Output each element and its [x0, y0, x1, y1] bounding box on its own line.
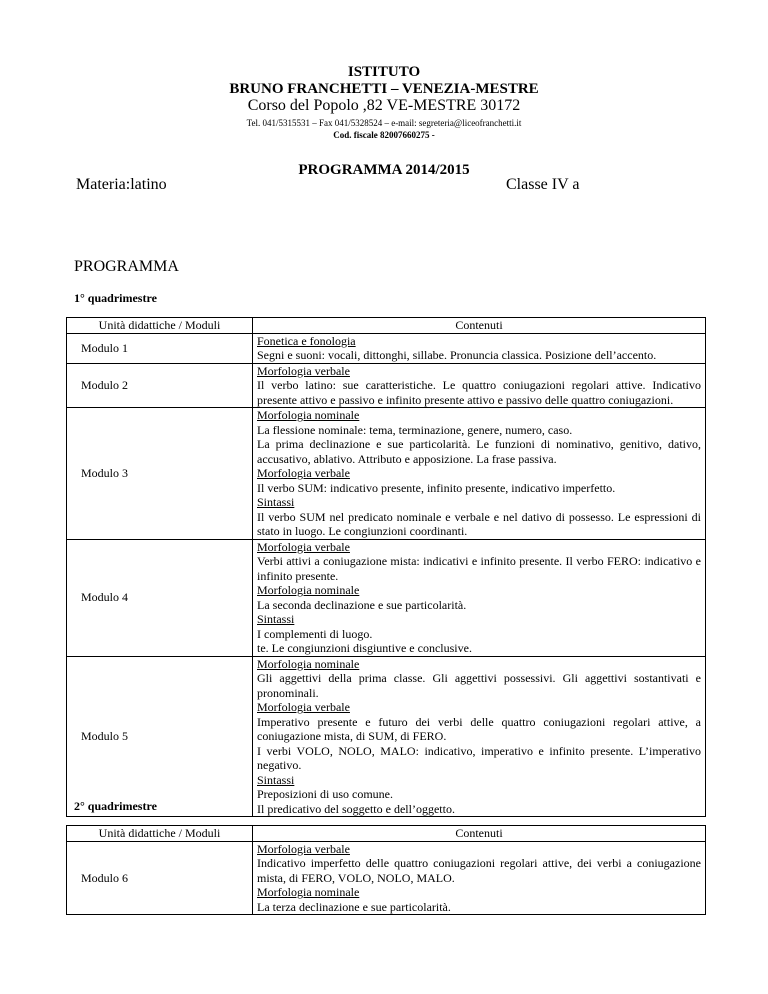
topic-text: Segni e suoni: vocali, dittonghi, sillabe. Pronuncia classica. Posizione dell’accento.	[257, 348, 657, 362]
topic-text: Gli aggettivi della prima classe. Gli aggettivi possessivi. Gli aggettivi sostantivati e pronominali.	[257, 671, 701, 700]
table-header-row	[67, 826, 706, 842]
module-name: Modulo 4	[67, 539, 253, 656]
topic-heading: Sintassi	[257, 612, 295, 626]
topic-heading: Morfologia nominale	[257, 583, 360, 597]
module-row	[67, 841, 706, 915]
contents-column-header: Contenuti	[253, 318, 706, 334]
units-column-header: Unità didattiche / Moduli	[67, 318, 253, 334]
subject-label: Materia:latino	[76, 176, 167, 193]
topic-text: La terza declinazione e sue particolarità.	[257, 899, 451, 914]
contents-column-header: Contenuti	[253, 826, 706, 842]
school-address: Corso del Popolo ,82 VE-MESTRE 30172	[247, 97, 521, 114]
topic-heading: Morfologia verbale	[257, 841, 350, 856]
module-name: Modulo 1	[67, 333, 253, 363]
topic-text: Verbi attivi a coniugazione mista: indicativi e infinito presente. Il verbo FERO: indicativo e infinito presente.	[257, 554, 701, 583]
class-label: Classe IV a	[506, 176, 580, 193]
module-name: Modulo 5	[67, 656, 253, 817]
topic-text: Preposizioni di uso comune.	[257, 787, 393, 801]
module-name: Modulo 2	[67, 363, 253, 408]
module-contents	[253, 841, 706, 915]
module-name: Modulo 6	[67, 841, 253, 915]
module-row	[67, 408, 706, 540]
topic-text: I complementi di luogo.	[257, 626, 373, 641]
topic-text: Il predicativo del soggetto e dell’oggetto.	[257, 801, 455, 816]
topic-text: La flessione nominale: tema, terminazione, genere, numero, caso.	[257, 422, 573, 437]
quadrimestre-2-title: 2° quadrimestre	[74, 799, 157, 813]
module-contents	[253, 408, 706, 540]
topic-text: Il verbo latino: sue caratteristiche. Le quattro coniugazioni regolari attive. Indicativo presente attivo e passivo e infinito presente attivo e passivo delle quattro coniugazioni.	[257, 378, 701, 407]
topic-heading: Morfologia verbale	[257, 539, 350, 554]
topic-heading: Morfologia verbale	[257, 700, 350, 714]
topic-text: Il verbo SUM: indicativo presente, infinito presente, indicativo imperfetto.	[257, 480, 616, 495]
table-header-row	[67, 318, 706, 334]
program-table-q2	[66, 825, 706, 915]
module-name: Modulo 3	[67, 408, 253, 540]
topic-text: Il verbo SUM nel predicato nominale e verbale e nel dativo di possesso. Le espressioni di stato in luogo. Le congiunzioni coordinanti.	[257, 509, 701, 538]
module-row	[67, 333, 706, 363]
module-contents	[253, 539, 706, 656]
topic-heading: Morfologia verbale	[257, 466, 350, 480]
school-type: ISTITUTO	[347, 64, 421, 80]
module-row	[67, 363, 706, 408]
topic-heading: Morfologia nominale	[257, 408, 360, 422]
quadrimestre-1-title: 1° quadrimestre	[74, 291, 157, 305]
module-row	[67, 539, 706, 656]
module-row	[67, 656, 706, 817]
topic-text: La prima declinazione e sue particolarità. Le funzioni di nominativo, genitivo, dativo, accusativo, ablativo. Attributo e apposizione. La frase passiva.	[257, 437, 701, 466]
topic-text: te. Le congiunzioni disgiuntive e conclusive.	[257, 641, 472, 655]
topic-heading: Morfologia nominale	[257, 885, 360, 899]
topic-heading: Sintassi	[257, 495, 295, 509]
topic-text: La seconda declinazione e sue particolarità.	[257, 597, 467, 612]
module-contents	[253, 656, 706, 817]
topic-heading: Fonetica e fonologia	[257, 333, 356, 348]
topic-text: Imperativo presente e futuro dei verbi delle quattro coniugazioni regolari attive, a coniugazione mista, di SUM, di FERO.	[257, 714, 701, 743]
fiscal-code: Cod. fiscale 82007660275 -	[333, 130, 435, 140]
school-contacts: Tel. 041/5315531 – Fax 041/5328524 – e-mail: segreteria@liceofranchetti.it	[246, 118, 522, 128]
school-name: BRUNO FRANCHETTI – VENEZIA-MESTRE	[229, 81, 539, 97]
units-column-header: Unità didattiche / Moduli	[67, 826, 253, 842]
topic-text: Indicativo imperfetto delle quattro coniugazioni regolari attive, dei verbi a coniugazione mista, di FERO, VOLO, NOLO, MALO.	[257, 856, 701, 885]
topic-heading: Sintassi	[257, 772, 295, 787]
program-title: PROGRAMMA 2014/2015	[298, 162, 470, 178]
module-contents	[253, 333, 706, 363]
topic-text: I verbi VOLO, NOLO, MALO: indicativo, imperativo e infinito presente. L’imperativo negativo.	[257, 743, 701, 772]
topic-heading: Morfologia nominale	[257, 656, 360, 671]
topic-heading: Morfologia verbale	[257, 363, 350, 378]
module-contents	[253, 363, 706, 408]
section-title: PROGRAMMA	[74, 258, 179, 275]
program-table-q1	[66, 317, 706, 817]
